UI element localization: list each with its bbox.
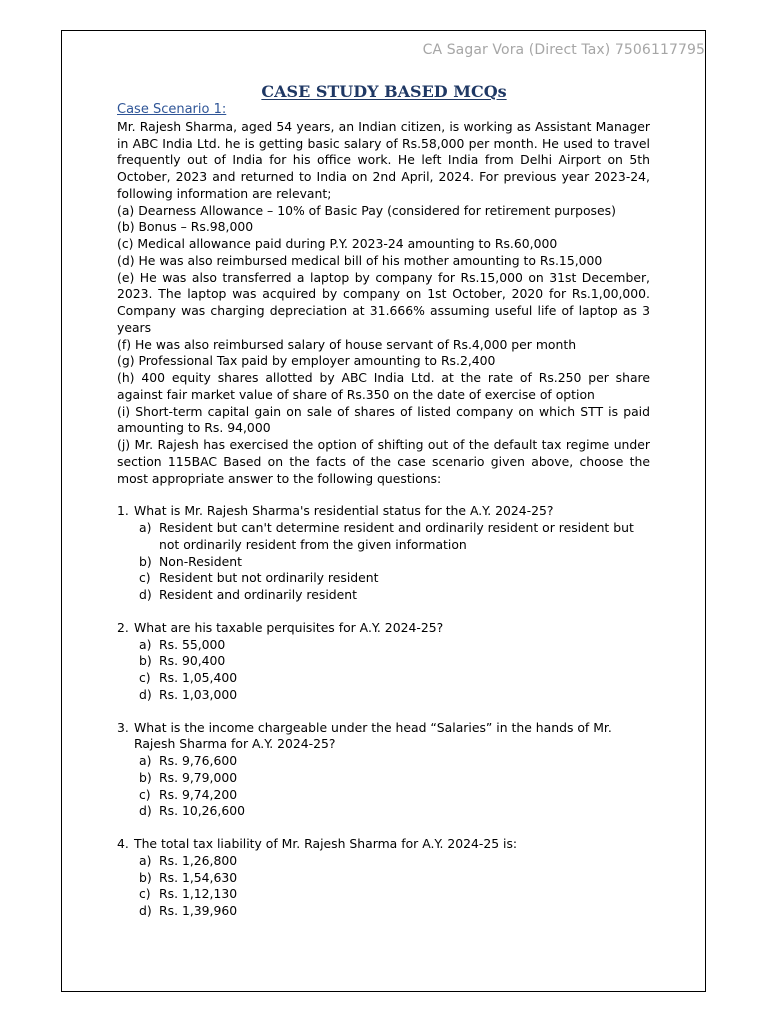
option-letter: c) — [139, 786, 151, 802]
fact-item: (c) Medical allowance paid during P.Y. 2023-24 amounting to Rs.60,000 — [117, 236, 558, 251]
option-letter: d) — [139, 686, 152, 702]
option-letter: b) — [139, 869, 152, 885]
option-item — [117, 520, 650, 554]
option-letter: d) — [139, 803, 152, 819]
option-item — [117, 570, 650, 587]
question-number: 4. — [117, 836, 129, 851]
scenario-label: Case Scenario 1: — [117, 102, 227, 117]
option-letter: a) — [139, 852, 152, 868]
fact-item: (g) Professional Tax paid by employer amounting to Rs.2,400 — [117, 353, 496, 369]
option-letter: c) — [139, 570, 151, 586]
fact-item: (i) Short-term capital gain on sale of shares of listed company on which STT is paid amounting to Rs. 94,000 — [117, 403, 650, 436]
fact-item: (h) 400 equity shares allotted by ABC India Ltd. at the rate of Rs.250 per share against fair market value of share of Rs.350 on the date of exercise of option — [117, 370, 650, 402]
option-text: Resident and ordinarily resident — [159, 587, 357, 602]
question-number: 2. — [117, 619, 129, 635]
option-letter: a) — [139, 520, 152, 535]
fact-item: (a) Dearness Allowance – 10% of Basic Pay (considered for retirement purposes) — [117, 202, 616, 218]
option-item — [117, 587, 650, 604]
document-title: CASE STUDY BASED MCQs — [261, 82, 507, 101]
option-list — [117, 853, 650, 920]
option-text: Rs. 9,76,600 — [159, 753, 238, 768]
option-letter: b) — [139, 769, 152, 785]
question-1 — [117, 503, 650, 604]
option-item — [117, 870, 650, 887]
option-letter: d) — [139, 903, 152, 918]
option-text: Resident but not ordinarily resident — [159, 570, 379, 586]
option-letter: d) — [139, 587, 152, 602]
option-item — [117, 853, 650, 870]
option-letter: b) — [139, 553, 152, 569]
document-content — [117, 102, 650, 920]
fact-item: (d) He was also reimbursed medical bill of his mother amounting to Rs.15,000 — [117, 252, 603, 268]
scenario-body — [117, 119, 650, 488]
option-text: Rs. 1,26,800 — [159, 852, 238, 868]
option-list — [117, 637, 650, 704]
option-text: Rs. 9,74,200 — [159, 786, 238, 802]
question-3 — [117, 720, 650, 821]
option-text: Rs. 1,05,400 — [159, 670, 238, 685]
fact-item: (f) He was also reimbursed salary of house servant of Rs.4,000 per month — [117, 336, 577, 352]
option-letter: c) — [139, 670, 151, 685]
option-text: Rs. 1,03,000 — [159, 686, 238, 702]
fact-item: (b) Bonus – Rs.98,000 — [117, 219, 254, 235]
question-text: The total tax liability of Mr. Rajesh Sharma for A.Y. 2024-25 is: — [134, 836, 518, 851]
option-letter: a) — [139, 753, 152, 768]
option-text: Rs. 9,79,000 — [159, 769, 238, 785]
option-letter: b) — [139, 653, 152, 669]
fact-item: (e) He was also transferred a laptop by company for Rs.15,000 on 31st December, 2023. The laptop was acquired by company on 1st October, 2020 for Rs.1,00,000. Company was charging depreciation at 31.666% assuming useful life of laptop as 3 years — [117, 269, 650, 335]
option-item — [117, 687, 650, 704]
option-item — [117, 770, 650, 787]
option-list — [117, 520, 650, 604]
question-text: What is the income chargeable under the head “Salaries” in the hands of Mr. Rajesh Sharma for A.Y. 2024-25? — [134, 719, 612, 752]
option-item — [117, 903, 650, 920]
option-item — [117, 753, 650, 770]
question-number: 1. — [117, 503, 129, 519]
question-text: What is Mr. Rajesh Sharma's residential status for the A.Y. 2024-25? — [134, 503, 554, 519]
option-item — [117, 637, 650, 654]
question-text-row — [117, 503, 650, 520]
question-number: 3. — [117, 719, 129, 735]
option-text: Resident but can't determine resident and ordinarily resident or resident but not ordinarily resident from the given information — [159, 520, 634, 552]
option-text: Rs. 1,39,960 — [159, 903, 238, 918]
scenario-intro: Mr. Rajesh Sharma, aged 54 years, an Indian citizen, is working as Assistant Manager in ABC India Ltd. he is getting basic salary of Rs.58,000 per month. He used to travel frequently out of India for his office work. He left India from Delhi Airport on 5th October, 2023 and returned to India on 2nd April, 2024. For previous year 2023-24, following information are relevant; — [117, 118, 650, 201]
question-text-row — [117, 836, 650, 853]
question-2 — [117, 620, 650, 704]
fact-list — [117, 203, 650, 488]
question-text: What are his taxable perquisites for A.Y. 2024-25? — [134, 619, 444, 635]
option-item — [117, 787, 650, 804]
option-text: Rs. 55,000 — [159, 636, 226, 652]
option-item — [117, 653, 650, 670]
option-item — [117, 803, 650, 820]
option-item — [117, 554, 650, 571]
option-text: Rs. 1,54,630 — [159, 869, 238, 885]
option-letter: c) — [139, 886, 151, 902]
header-author-line: CA Sagar Vora (Direct Tax) 7506117795 — [422, 42, 705, 58]
option-item — [117, 886, 650, 903]
option-letter: a) — [139, 636, 152, 652]
option-text: Rs. 10,26,600 — [159, 803, 246, 819]
option-text: Rs. 1,12,130 — [159, 886, 238, 902]
question-4 — [117, 836, 650, 920]
fact-item: (j) Mr. Rajesh has exercised the option of shifting out of the default tax regime under section 115BAC Based on the facts of the case scenario given above, choose the most appropriate answer to the following questions: — [117, 437, 650, 486]
option-text: Non-Resident — [159, 553, 242, 569]
option-list — [117, 753, 650, 820]
question-text-row — [117, 720, 650, 754]
option-item — [117, 670, 650, 687]
question-text-row — [117, 620, 650, 637]
option-text: Rs. 90,400 — [159, 653, 226, 669]
